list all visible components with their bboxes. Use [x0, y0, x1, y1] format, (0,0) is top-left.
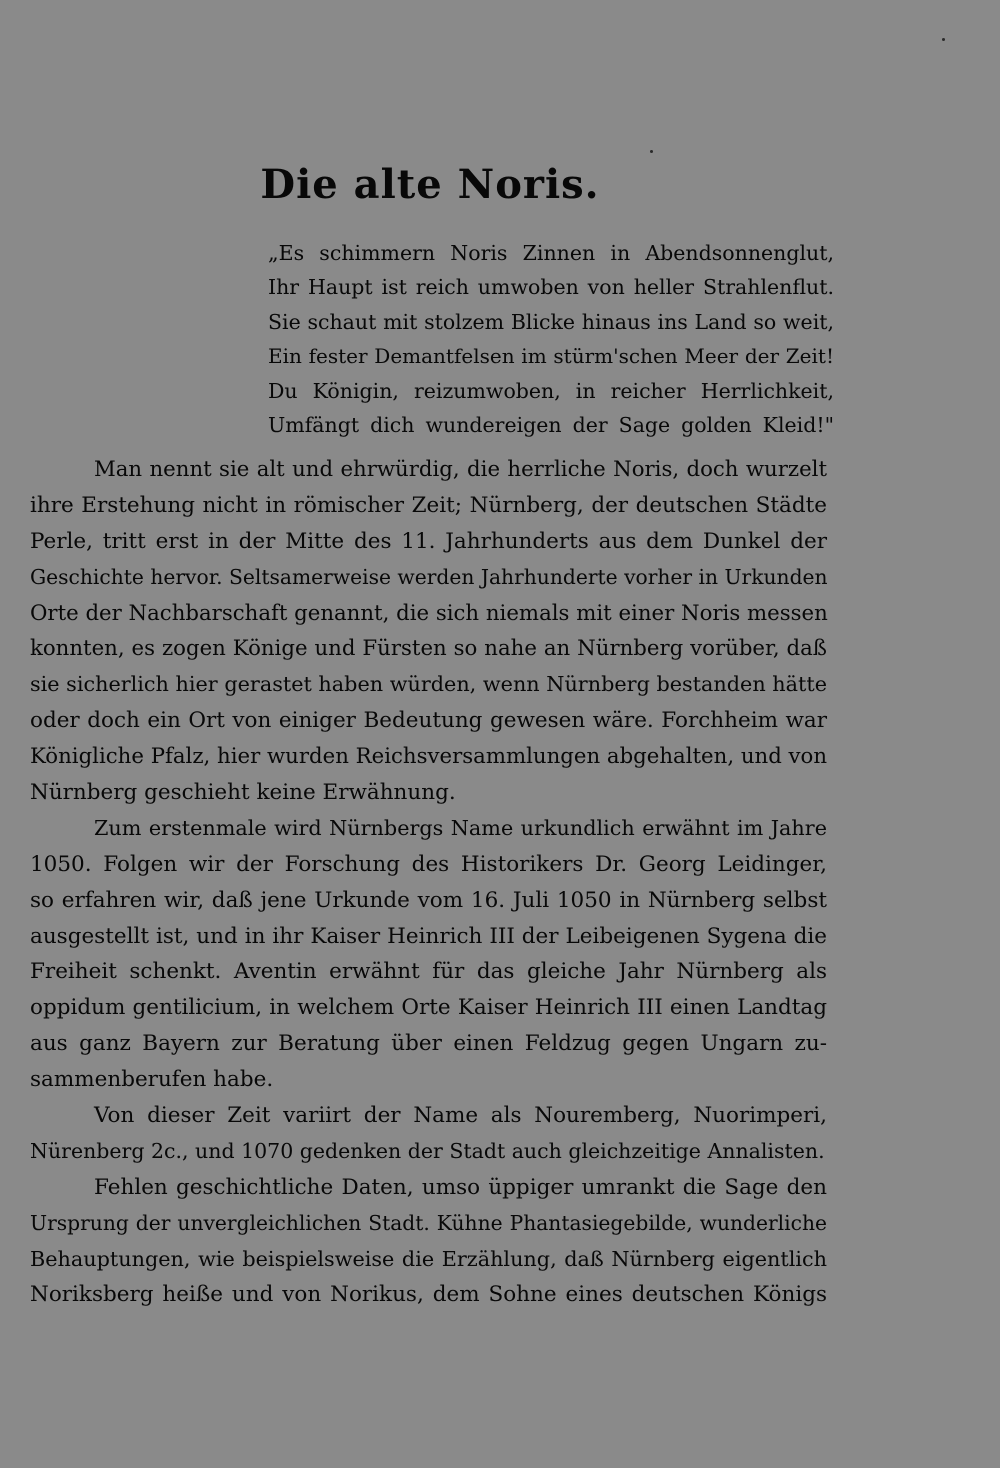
- text-line: oder doch ein Ort von einiger Bedeutung gewesen wäre. Forchheim war: [30, 708, 827, 734]
- text-line: Nürenberg 2c., und 1070 gedenken der Stadt auch gleichzeitige Annalisten.: [30, 1138, 825, 1163]
- text-line: konnten, es zogen Könige und Fürsten so nahe an Nürnberg vorüber, daß: [30, 636, 827, 662]
- paragraph-2: [30, 811, 827, 1098]
- text-line: Königliche Pfalz, hier wurden Reichsversammlungen abgehalten, und von: [30, 744, 828, 770]
- poem-line: Du Königin, reizumwoben, in reicher Herrlichkeit,: [268, 378, 834, 403]
- epigraph-poem: [268, 236, 834, 442]
- text-line: so erfahren wir, daß jene Urkunde vom 16. Juli 1050 in Nürnberg selbst: [30, 887, 827, 913]
- paragraph-4: [30, 1170, 827, 1314]
- paragraph-1: [30, 452, 827, 811]
- text-line: Orte der Nachbarschaft genannt, die sich niemals mit einer Noris messen: [30, 600, 828, 626]
- poem-line: Ein fester Demantfelsen im stürm'schen Meer der Zeit!: [268, 344, 834, 369]
- poem-line: Sie schaut mit stolzem Blicke hinaus ins Land so weit,: [268, 309, 834, 334]
- text-line: Ursprung der unvergleichlichen Stadt. Kühne Phantasiegebilde, wunderliche: [30, 1210, 827, 1235]
- text-line: Behauptungen, wie beispielsweise die Erzählung, daß Nürnberg eigentlich: [30, 1246, 827, 1271]
- poem-line: „Es schimmern Noris Zinnen in Abendsonnenglut,: [268, 241, 834, 265]
- text-line: Zum erstenmale wird Nürnbergs Name urkundlich erwähnt im Jahre: [94, 815, 827, 840]
- body-text: [30, 452, 827, 1313]
- text-line: 1050. Folgen wir der Forschung des Historikers Dr. Georg Leidinger,: [30, 851, 827, 877]
- text-line: sammenberufen habe.: [30, 1067, 274, 1093]
- text-line: ausgestellt ist, und in ihr Kaiser Heinrich III der Leibeigenen Sygena die: [30, 923, 827, 949]
- paragraph-3: [30, 1098, 827, 1170]
- poem-line: Umfängt dich wundereigen der Sage golden Kleid!": [268, 412, 834, 437]
- poem-line: Ihr Haupt ist reich umwoben von heller Strahlenflut.: [268, 275, 834, 300]
- text-line: sie sicherlich hier gerastet haben würden, wenn Nürnberg bestanden hätte: [30, 672, 827, 697]
- text-line: Fehlen geschichtliche Daten, umso üppiger umrankt die Sage den: [94, 1174, 827, 1200]
- text-line: Freiheit schenkt. Aventin erwähnt für das gleiche Jahr Nürnberg als: [30, 959, 827, 985]
- chapter-title: Die alte Noris.: [260, 161, 600, 208]
- text-line: Von dieser Zeit variirt der Name als Nouremberg, Nuorimperi,: [94, 1103, 827, 1129]
- paper-speck: [650, 150, 653, 153]
- text-line: Man nennt sie alt und ehrwürdig, die herrliche Noris, doch wurzelt: [94, 457, 827, 482]
- text-line: aus ganz Bayern zur Beratung über einen Feldzug gegen Ungarn zu-: [30, 1031, 827, 1057]
- text-line: Geschichte hervor. Seltsamerweise werden Jahrhunderte vorher in Urkunden: [30, 564, 828, 589]
- paper-speck: [942, 38, 945, 41]
- text-line: Nürnberg geschieht keine Erwähnung.: [30, 780, 456, 806]
- text-line: Perle, tritt erst in der Mitte des 11. Jahrhunderts aus dem Dunkel der: [30, 528, 827, 554]
- text-line: ihre Erstehung nicht in römischer Zeit; Nürnberg, der deutschen Städte: [30, 492, 827, 518]
- text-line: oppidum gentilicium, in welchem Orte Kaiser Heinrich III einen Landtag: [30, 995, 827, 1021]
- text-line: Noriksberg heiße und von Norikus, dem Sohne eines deutschen Königs: [30, 1282, 827, 1308]
